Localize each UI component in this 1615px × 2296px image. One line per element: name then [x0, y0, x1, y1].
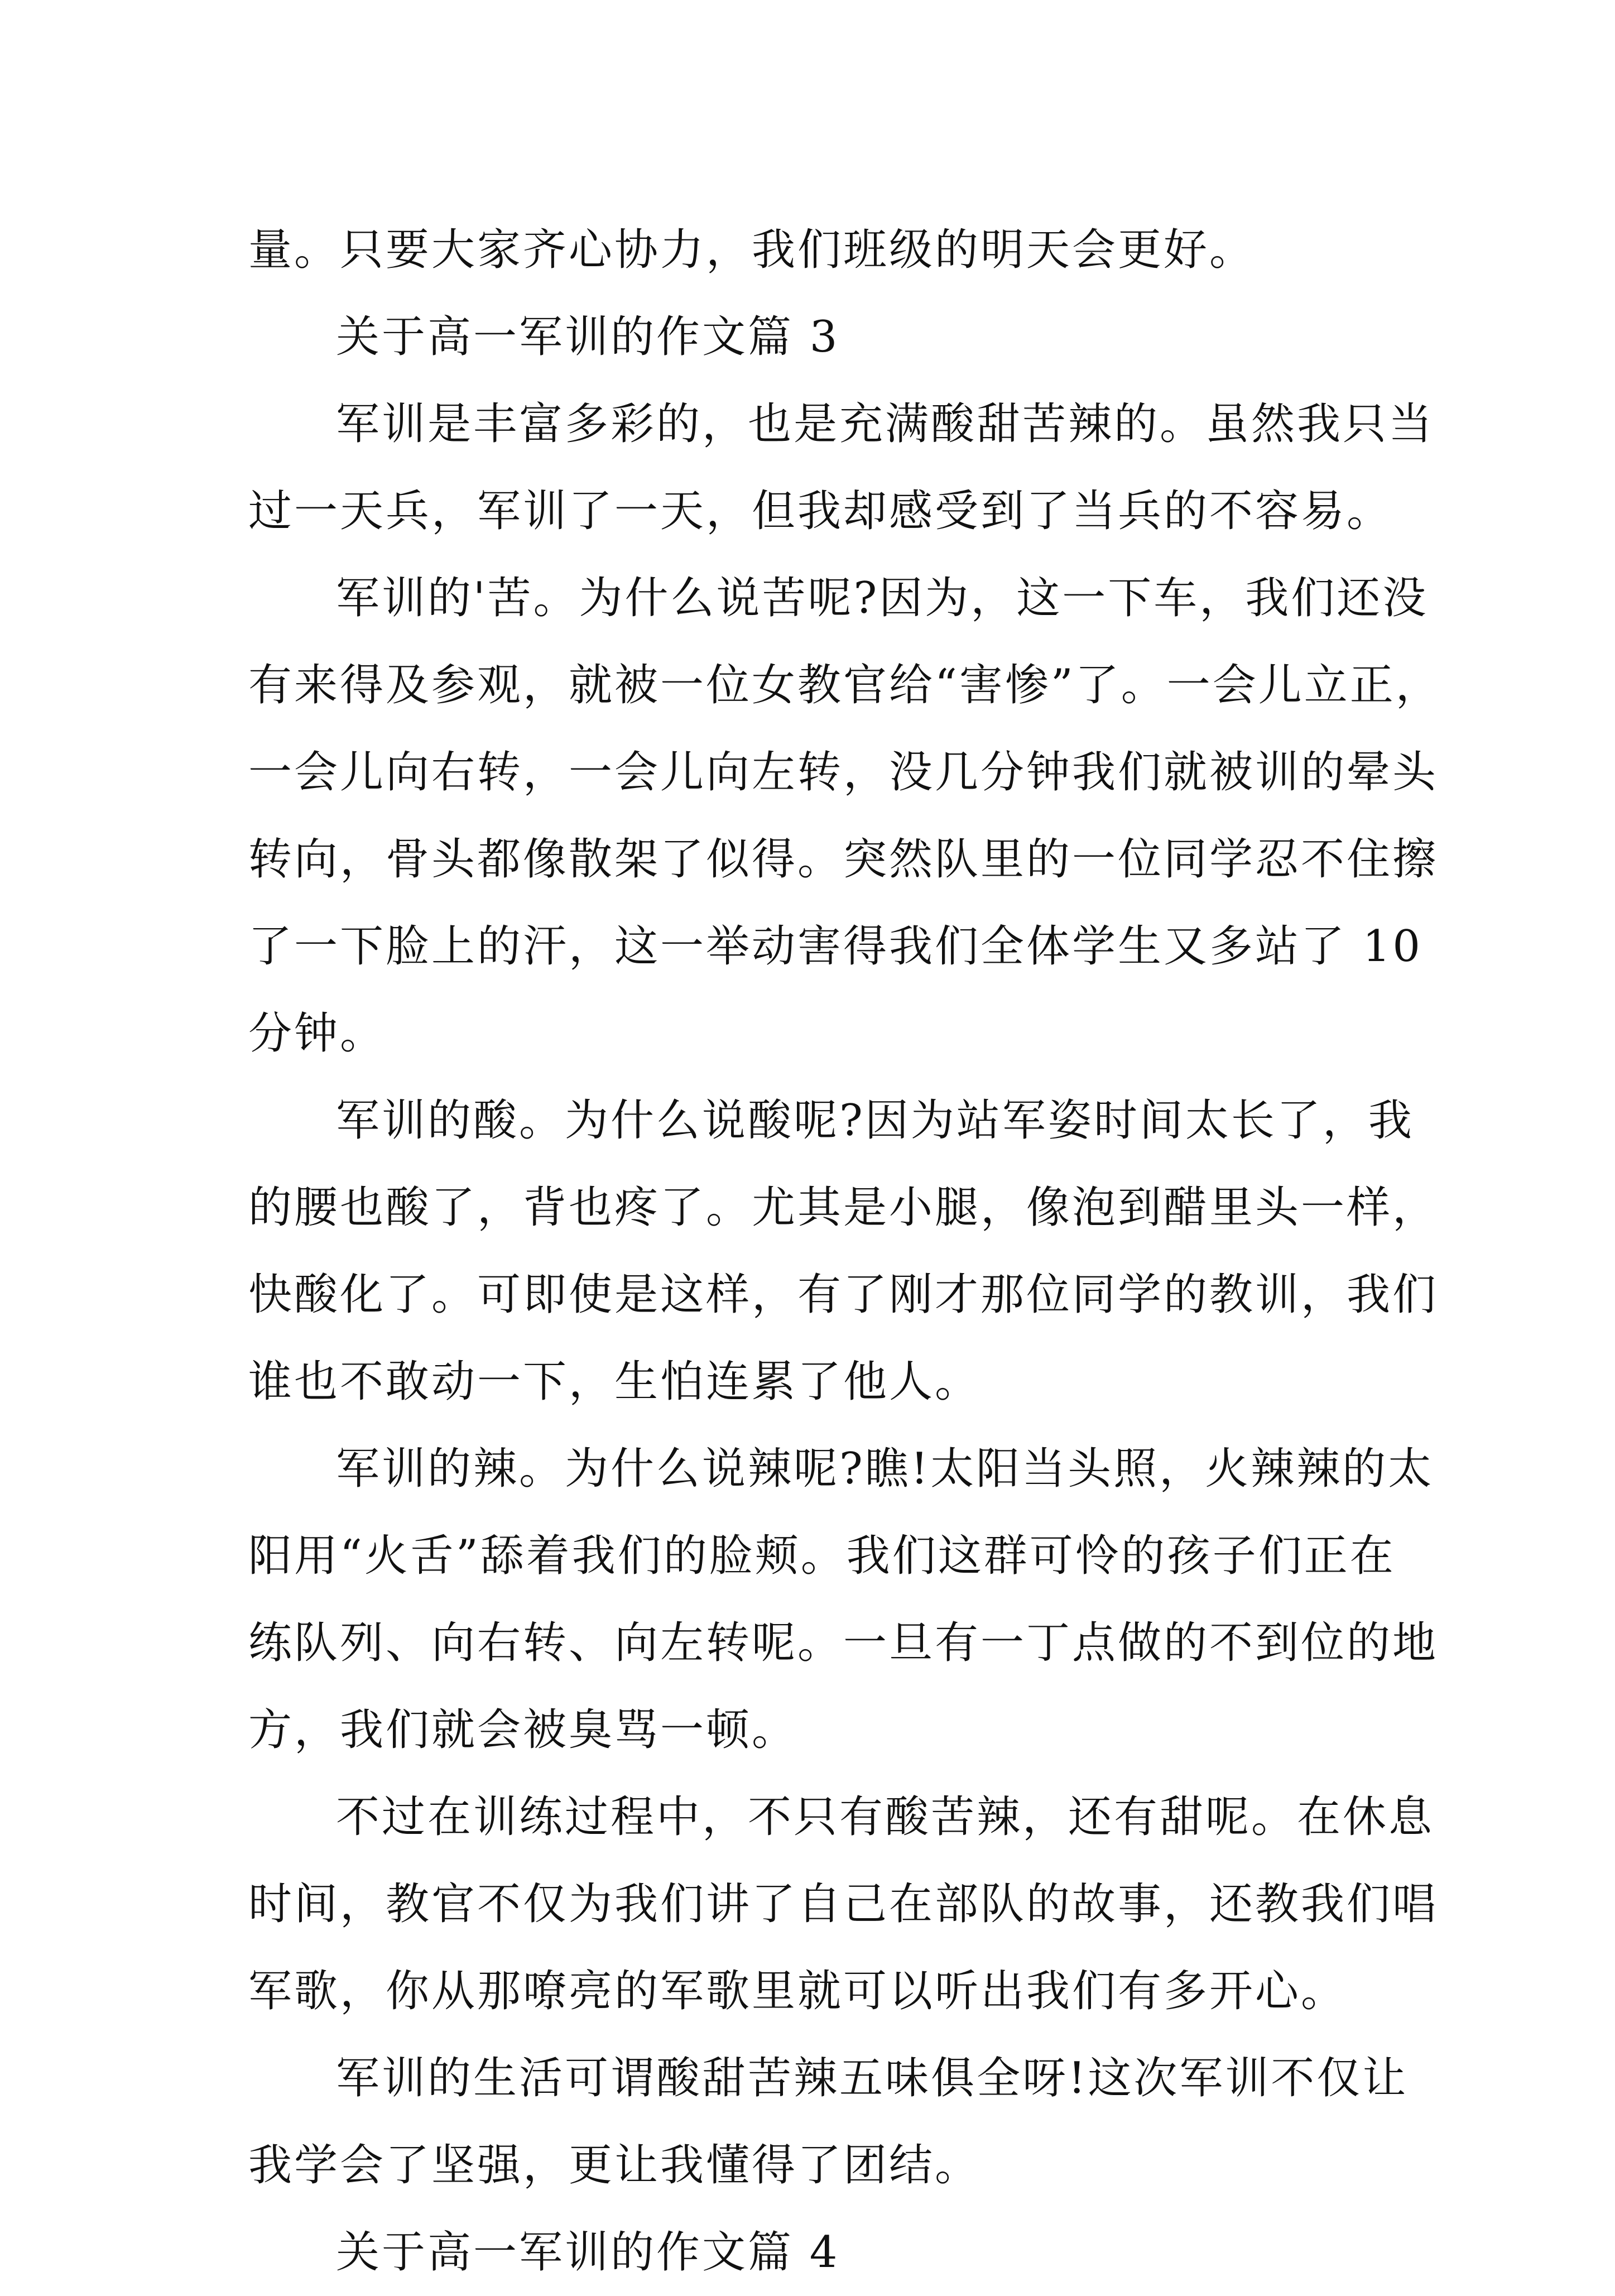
paragraph-line: 时间，教官不仅为我们讲了自己在部队的故事，还教我们唱 [248, 1879, 1439, 1929]
paragraph-line: 谁也不敢动一下，生怕连累了他人。 [248, 1357, 981, 1407]
paragraph-line: 转向，骨头都像散架了似得。突然队里的一位同学忍不住擦 [248, 834, 1439, 885]
paragraph-line: 军训的酸。为什么说酸呢?因为站军姿时间太长了，我 [336, 1096, 1414, 1146]
paragraph-line: 我学会了坚强，更让我懂得了团结。 [248, 2140, 981, 2191]
paragraph-line: 不过在训练过程中，不只有酸苦辣，还有甜呢。在休息 [336, 1792, 1435, 1842]
paragraph-line: 过一天兵，军训了一天，但我却感受到了当兵的不容易。 [248, 486, 1393, 536]
paragraph-line: 一会儿向右转，一会儿向左转，没几分钟我们就被训的晕头 [248, 747, 1439, 798]
paragraph-line: 方，我们就会被臭骂一顿。 [248, 1705, 798, 1755]
section-heading: 关于高一军训的作文篇 4 [336, 2227, 840, 2278]
paragraph-line: 阳用“火舌”舔着我们的脸颊。我们这群可怜的孩子们正在 [248, 1531, 1396, 1581]
paragraph-line: 军训是丰富多彩的，也是充满酸甜苦辣的。虽然我只当 [336, 399, 1435, 449]
paragraph-line: 军训的辣。为什么说辣呢?瞧!太阳当头照，火辣辣的太 [336, 1444, 1434, 1494]
paragraph-line: 分钟。 [248, 1008, 386, 1059]
paragraph-line: 军训的'苦。为什么说苦呢?因为，这一下车，我们还没 [336, 573, 1429, 623]
paragraph-line: 的腰也酸了，背也疼了。尤其是小腿，像泡到醋里头一样， [248, 1183, 1439, 1233]
paragraph-line: 了一下脸上的汗，这一举动害得我们全体学生又多站了 10 [248, 921, 1423, 972]
paragraph-line: 军歌，你从那嘹亮的军歌里就可以听出我们有多开心。 [248, 1966, 1347, 2016]
paragraph-line: 军训的生活可谓酸甜苦辣五味俱全呀!这次军训不仅让 [336, 2053, 1409, 2103]
paragraph-line: 有来得及参观，就被一位女教官给“害惨”了。一会儿立正， [248, 660, 1441, 710]
section-heading: 关于高一军训的作文篇 3 [336, 312, 840, 362]
paragraph-line: 快酸化了。可即使是这样，有了刚才那位同学的教训，我们 [248, 1270, 1439, 1320]
document-body [248, 206, 1441, 2296]
paragraph-line: 练队列、向右转、向左转呢。一旦有一丁点做的不到位的地 [248, 1618, 1439, 1668]
paragraph-line: 量。只要大家齐心协力，我们班级的明天会更好。 [248, 225, 1256, 275]
